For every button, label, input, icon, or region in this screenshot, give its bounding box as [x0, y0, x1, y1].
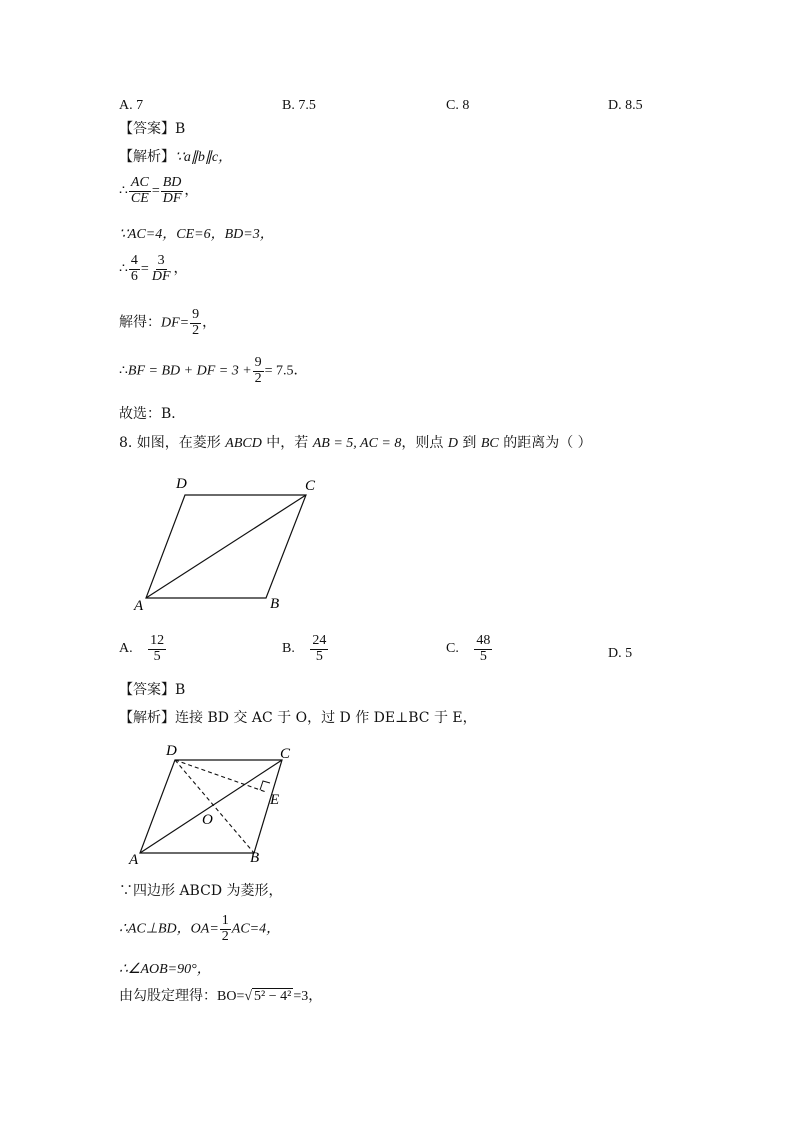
equals-sign: =: [151, 183, 160, 199]
fraction-1-2: [220, 914, 231, 944]
label-a: A: [134, 598, 144, 614]
stem-prefix: 8. 如图，在菱形: [119, 435, 226, 451]
fraction-numerator: 48: [476, 633, 491, 648]
q7-proportion-2: [119, 254, 188, 284]
label-d: D: [166, 743, 177, 759]
line3-post: AC=4，: [231, 921, 281, 937]
q8-option-a: [119, 634, 167, 664]
fraction-denominator: 5: [479, 648, 487, 664]
fraction-denominator: 2: [254, 370, 262, 386]
fraction-4-6: [129, 254, 140, 284]
label-b: B: [270, 596, 280, 612]
line3-pre: ∴AC⊥BD，OA=: [119, 921, 219, 937]
comma: ，: [202, 315, 217, 331]
option-c: C. 8: [446, 98, 470, 113]
comma: ，: [184, 183, 199, 199]
stem-point-d: D: [447, 436, 458, 451]
sqrt-radicand: 5² − 4²: [254, 989, 292, 1004]
option-fraction: [474, 634, 492, 664]
stem-mid: 中，若: [261, 435, 313, 451]
fraction-9-2: [253, 356, 264, 386]
stem-condition: AB = 5, AC = 8: [312, 436, 402, 451]
stem-mid2: ，则点: [401, 435, 448, 451]
solve-label: 解得：: [119, 315, 161, 331]
fraction-numerator: 4: [130, 253, 138, 268]
fraction-denominator: 5: [315, 648, 323, 664]
diagonal-ac: [140, 760, 282, 853]
q7-answer: 【答案】B: [119, 121, 186, 137]
fraction-ac-ce: [129, 176, 151, 206]
q7-given-values: ∵AC=4，CE=6，BD=3，: [119, 227, 274, 242]
calc-rhs: = 7.5: [264, 363, 294, 379]
calc-lhs: BF = BD + DF = 3 +: [127, 363, 252, 379]
therefore-symbol: ∴: [119, 363, 128, 379]
sqrt-sign: √: [244, 989, 253, 1004]
rhombus-with-perpendicular-figure: [120, 738, 320, 870]
fraction-denominator: DF: [162, 190, 182, 206]
parallel-statement: ∵a∥b∥c，: [175, 150, 233, 165]
q7-proportion-1: [119, 176, 198, 206]
fraction-numerator: AC: [130, 175, 149, 190]
option-b: B. 7.5: [282, 98, 316, 113]
option-fraction: [148, 634, 166, 664]
stem-abcd: ABCD: [225, 436, 262, 451]
fraction-numerator: 3: [157, 253, 165, 268]
q8-option-d: D. 5: [608, 646, 633, 661]
q8-analysis-line4: ∴∠AOB=90°，: [119, 962, 211, 977]
option-a: A. 7: [119, 98, 144, 113]
q8-stem: [119, 436, 592, 451]
q8-analysis-line3: [119, 914, 280, 944]
stem-bc: BC: [480, 436, 499, 451]
q8-option-c: [446, 634, 493, 664]
label-c: C: [305, 478, 316, 494]
fraction-numerator: 12: [150, 633, 165, 648]
fraction-denominator: 5: [153, 648, 161, 664]
option-label: B.: [282, 641, 295, 657]
option-d: D. 8.5: [608, 98, 643, 113]
therefore-symbol: ∴: [119, 183, 128, 199]
analysis-label: 【解析】: [119, 710, 175, 726]
fraction-numerator: 9: [254, 355, 262, 370]
q8-analysis-line5: [119, 990, 322, 1004]
q7-solve-line: [119, 308, 216, 338]
fraction-numerator: 9: [192, 307, 200, 322]
stem-mid3: 到: [457, 435, 481, 451]
comma: ，: [173, 261, 188, 277]
q7-conclusion: 故选：B．: [119, 406, 186, 422]
fraction-denominator: 2: [192, 322, 200, 338]
diagonal-bd-dashed: [175, 760, 254, 853]
analysis-text: 连接 BD 交 AC 于 O，过 D 作 DE⊥BC 于 E，: [175, 710, 477, 726]
q8-answer: 【答案】B: [119, 682, 186, 698]
option-fraction: [310, 634, 328, 664]
q8-analysis-line1: [119, 711, 477, 725]
label-a: A: [129, 852, 139, 868]
q8-analysis-line2: ∵四边形 ABCD 为菱形，: [119, 883, 283, 899]
label-b: B: [250, 850, 260, 866]
fraction-denominator: 6: [130, 268, 138, 284]
q7-calc-line: [119, 356, 308, 386]
analysis-label: 【解析】: [119, 149, 175, 165]
line5-pre: 由勾股定理得：BO=: [119, 989, 245, 1004]
fraction-denominator: CE: [130, 190, 149, 206]
diagonal-ac: [146, 495, 306, 598]
period: ．: [293, 363, 308, 379]
fraction-bd-df: [161, 176, 184, 206]
fraction-numerator: 1: [221, 913, 229, 928]
label-d: D: [176, 476, 187, 492]
fraction-numerator: BD: [162, 175, 182, 190]
label-e: E: [270, 792, 280, 808]
rhombus-figure: [120, 468, 330, 618]
option-label: A.: [119, 641, 133, 657]
solve-lhs: DF=: [161, 315, 190, 331]
stem-end: 的距离为（ ）: [498, 435, 592, 451]
line5-post: =3，: [293, 989, 323, 1004]
fraction-9-2: [190, 308, 201, 338]
therefore-symbol: ∴: [119, 261, 128, 277]
equals-sign: =: [140, 261, 149, 277]
label-o: O: [202, 812, 213, 828]
right-angle-mark: [260, 781, 270, 790]
q7-analysis-line1: [119, 150, 232, 165]
label-c: C: [280, 746, 291, 762]
fraction-denominator: DF: [151, 268, 171, 284]
fraction-denominator: 2: [221, 928, 229, 944]
fraction-numerator: 24: [312, 633, 327, 648]
option-label: C.: [446, 641, 459, 657]
fraction-3-df: [150, 254, 173, 284]
q8-option-b: [282, 634, 329, 664]
